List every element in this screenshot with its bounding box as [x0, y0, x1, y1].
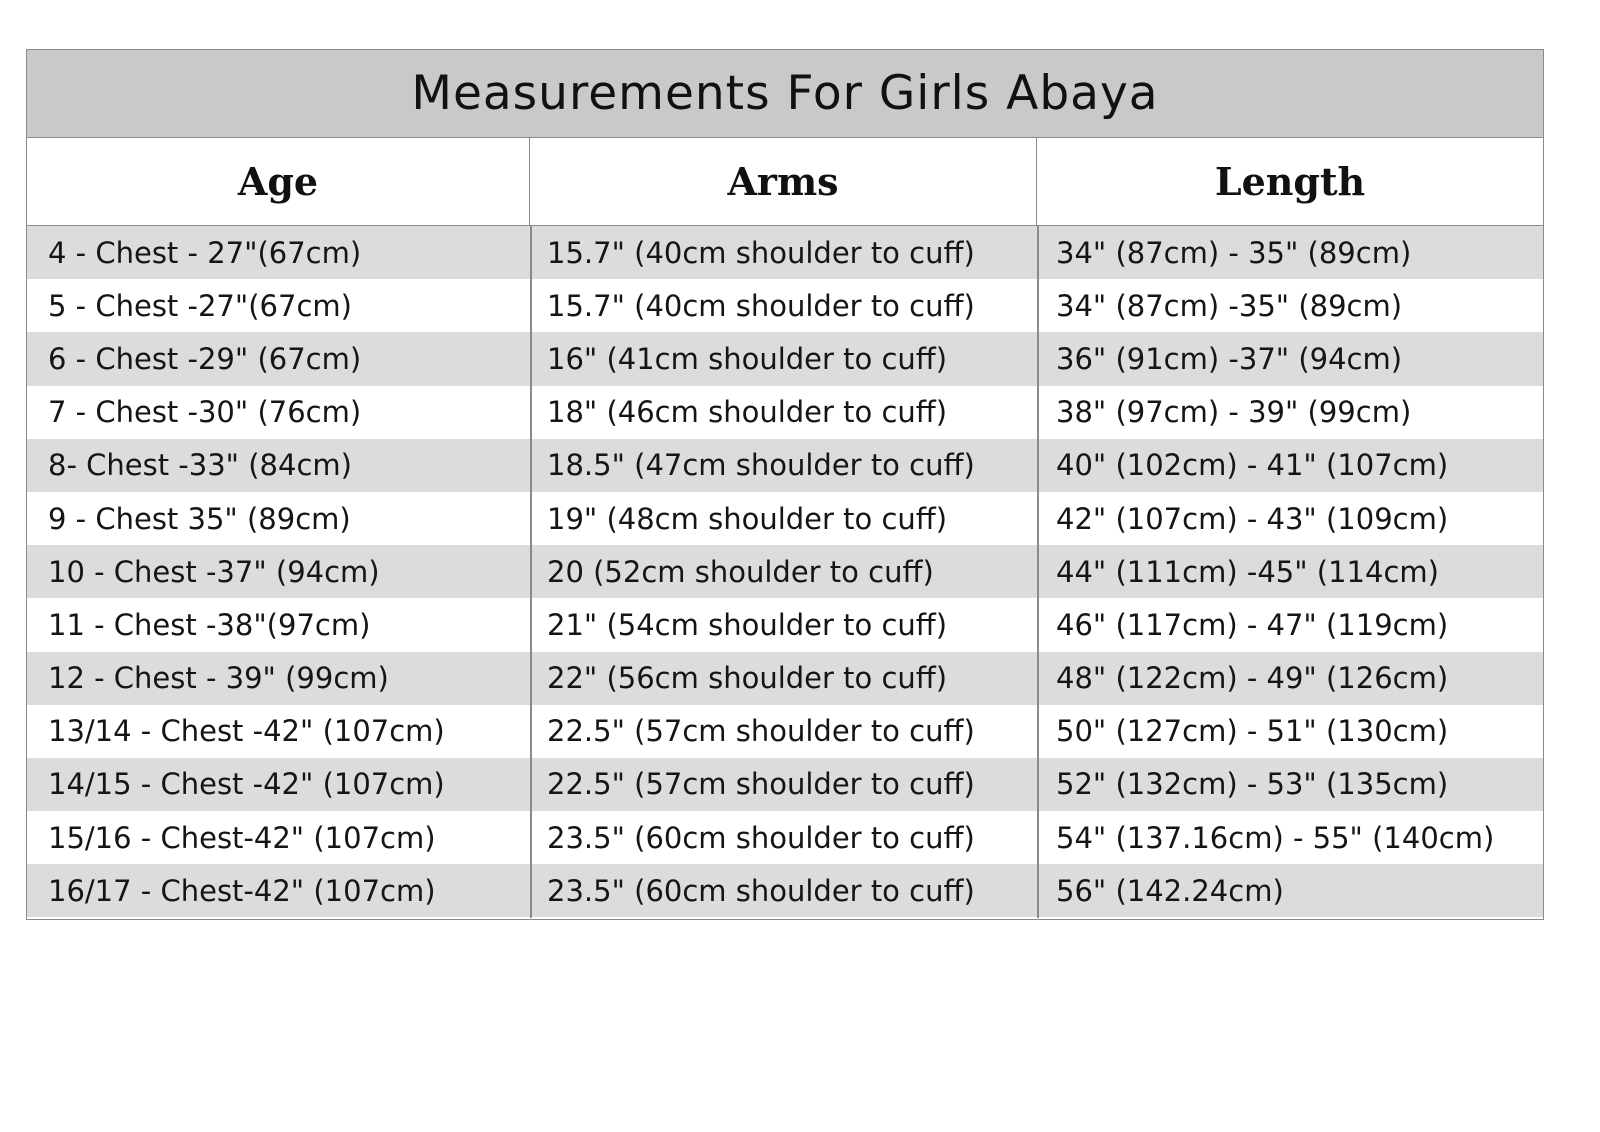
length-cell: 34" (87cm) -35" (89cm)	[1056, 288, 1403, 323]
age-cell: 16/17 - Chest-42" (107cm)	[48, 873, 436, 908]
size-chart-table	[26, 49, 1544, 920]
age-cell: 5 - Chest -27"(67cm)	[48, 288, 352, 323]
age-cell: 6 - Chest -29" (67cm)	[48, 341, 362, 376]
chart-title: Measurements For Girls Abaya	[27, 50, 1543, 138]
table-row	[27, 598, 1543, 651]
table-row	[27, 705, 1543, 758]
table-row	[27, 279, 1543, 332]
age-cell: 9 - Chest 35" (89cm)	[48, 501, 351, 536]
length-cell: 46" (117cm) - 47" (119cm)	[1056, 607, 1449, 642]
table-row	[27, 758, 1543, 811]
arms-cell: 19" (48cm shoulder to cuff)	[547, 501, 948, 536]
arms-cell: 20 (52cm shoulder to cuff)	[547, 554, 934, 589]
length-cell: 36" (91cm) -37" (94cm)	[1056, 341, 1403, 376]
table-body	[27, 226, 1543, 918]
column-header-length: Length	[1214, 159, 1366, 204]
age-cell: 13/14 - Chest -42" (107cm)	[48, 714, 445, 749]
table-row	[27, 545, 1543, 598]
column-header-arms: Arms	[530, 138, 1037, 225]
table-row	[27, 332, 1543, 385]
length-cell: 50" (127cm) - 51" (130cm)	[1056, 714, 1449, 749]
length-cell: 42" (107cm) - 43" (109cm)	[1056, 501, 1449, 536]
header-row	[27, 138, 1543, 226]
length-cell: 54" (137.16cm) - 55" (140cm)	[1056, 820, 1495, 855]
table-row	[27, 652, 1543, 705]
age-cell: 15/16 - Chest-42" (107cm)	[48, 820, 436, 855]
age-cell: 7 - Chest -30" (76cm)	[48, 395, 362, 430]
arms-cell: 15.7" (40cm shoulder to cuff)	[547, 288, 975, 323]
arms-cell: 23.5" (60cm shoulder to cuff)	[547, 820, 975, 855]
length-cell: 34" (87cm) - 35" (89cm)	[1056, 235, 1412, 270]
age-cell: 8- Chest -33" (84cm)	[48, 448, 352, 483]
arms-cell: 18.5" (47cm shoulder to cuff)	[547, 448, 975, 483]
arms-cell: 22" (56cm shoulder to cuff)	[547, 661, 948, 696]
table-row	[27, 439, 1543, 492]
length-cell: 56" (142.24cm)	[1056, 873, 1284, 908]
length-cell: 38" (97cm) - 39" (99cm)	[1056, 395, 1412, 430]
age-cell: 10 - Chest -37" (94cm)	[48, 554, 380, 589]
age-cell: 4 - Chest - 27"(67cm)	[48, 235, 362, 270]
length-cell: 52" (132cm) - 53" (135cm)	[1056, 767, 1449, 802]
table-row	[27, 864, 1543, 917]
table-row	[27, 226, 1543, 279]
age-cell: 14/15 - Chest -42" (107cm)	[48, 767, 445, 802]
arms-cell: 23.5" (60cm shoulder to cuff)	[547, 873, 975, 908]
age-cell: 12 - Chest - 39" (99cm)	[48, 661, 389, 696]
arms-cell: 18" (46cm shoulder to cuff)	[547, 395, 948, 430]
column-header-age: Age	[27, 138, 530, 225]
table-row	[27, 386, 1543, 439]
arms-cell: 16" (41cm shoulder to cuff)	[547, 341, 948, 376]
age-cell: 11 - Chest -38"(97cm)	[48, 607, 371, 642]
arms-cell: 22.5" (57cm shoulder to cuff)	[547, 767, 975, 802]
length-cell: 40" (102cm) - 41" (107cm)	[1056, 448, 1449, 483]
length-cell: 44" (111cm) -45" (114cm)	[1056, 554, 1439, 589]
arms-cell: 21" (54cm shoulder to cuff)	[547, 607, 948, 642]
arms-cell: 15.7" (40cm shoulder to cuff)	[547, 235, 975, 270]
column-divider	[530, 226, 532, 918]
column-divider	[1037, 226, 1039, 918]
table-row	[27, 492, 1543, 545]
table-row	[27, 811, 1543, 864]
arms-cell: 22.5" (57cm shoulder to cuff)	[547, 714, 975, 749]
length-cell: 48" (122cm) - 49" (126cm)	[1056, 661, 1449, 696]
